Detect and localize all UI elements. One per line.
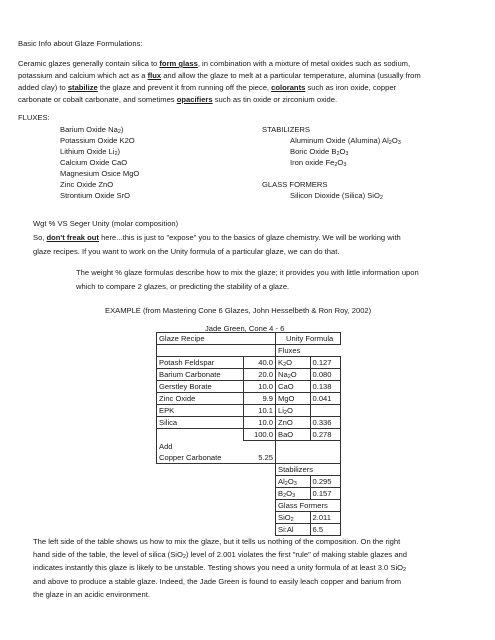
keyword-dont-freak-out: don't freak out: [46, 233, 99, 242]
page-heading: Basic Info about Glaze Formulations:: [18, 39, 143, 48]
flux-item: Strontium Oxide SrO: [60, 191, 131, 200]
weight-para-line-2: which to compare 2 glazes, or predicting the stability of a glaze.: [76, 282, 290, 291]
stabilizers-label: STABILIZERS: [262, 125, 310, 134]
copper-carbonate-amount: 5.25: [243, 452, 276, 464]
stabilizers-header: Stabilizers: [276, 464, 341, 476]
add-label: Add: [157, 441, 244, 453]
glass-formers-header: Glass Formers: [276, 500, 341, 512]
unity-header: Unity Formula: [310, 333, 341, 345]
glass-formers-label: GLASS FORMERS: [262, 180, 328, 189]
table-row: Silica 10.0 ZnO 0.336: [157, 417, 341, 429]
stabilizer-iron: Iron oxide $Fe_2O_3$: [290, 158, 347, 168]
weight-para-line-1: The weight % glaze formulas describe how to mix the glaze; it provides you with little information upon: [76, 268, 419, 277]
table-row: EPK 10.1 $Li_2O$: [157, 405, 341, 417]
table-row: SiO$_2$ 2.011: [157, 512, 341, 524]
recipe-header: Glaze Recipe: [157, 333, 244, 345]
keyword-flux: flux: [147, 71, 162, 80]
table-row: [157, 441, 341, 453]
table-row: Potash Feldspar 40.0 $K_2O$ 0.127: [157, 357, 341, 369]
conclusion-paragraph: The left side of the table shows us how to mix the glaze, but it tells us nothing of the composition. On the right hand side of the table, the level of silica (SiO$_2$) level of 2.001 violates the first "rule" of making stable glazes and indicates instantly this glaze is likely to be unstable. Testing shows you need a unity formula of at least 3.0 SiO$_2$ and above to produce a stable glaze. Indeed, the Jade Green is found to easily leach copper and barium from the glaze in an acidic environment.: [33, 537, 408, 599]
table-row: Gerstley Borate 10.0 CaO 0.138: [157, 381, 341, 393]
fluxes-header-spacer: [157, 345, 244, 357]
stabilizer-aluminum: Aluminum Oxide (Alumina) $Al_2O_3$: [290, 136, 401, 146]
jade-green-table: [156, 332, 341, 536]
copper-carbonate-label: Copper Carbonate: [157, 452, 244, 464]
flux-item: Barium Oxide $Na_2$): [60, 125, 124, 135]
wgt-line-2: glaze recipes. If you want to work on the Unity formula of a particular glaze, we can do that.: [33, 247, 340, 256]
stabilizer-boric: Boric Oxide $B_2O_3$: [290, 147, 349, 157]
glass-former-silicon: Silicon Dioxide (Silica) SiO$_2$: [290, 191, 383, 201]
table-row: [157, 452, 341, 464]
table-row: 100.0 BaO 0.278: [157, 429, 341, 441]
keyword-colorants: colorants: [271, 83, 306, 92]
flux-item: Lithium Oxide $Li_2$): [60, 147, 121, 157]
wgt-heading: Wgt % VS Seger Unity (molar composition): [33, 219, 179, 228]
keyword-form-glass: form glass: [159, 59, 198, 68]
table-title: Jade Green, Cone 4 - 6: [205, 324, 285, 333]
flux-item: Magnesium Osice MgO: [60, 169, 140, 178]
wgt-line-1: So, don't freak out here...this is just to "expose" you to the basics of glaze chemistry. We will be working with: [33, 233, 401, 242]
flux-item: Zinc Oxide ZnO: [60, 180, 114, 189]
example-caption: EXAMPLE (from Mastering Cone 6 Glazes, John Hesselbeth & Ron Roy, 2002): [105, 306, 372, 315]
table-row: Barium Carbonate 20.0 $Na_2O$ 0.080: [157, 369, 341, 381]
keyword-stabilize: stabilize: [67, 83, 98, 92]
table-row: Si:Al 6.5: [157, 524, 341, 536]
flux-item: Calcium Oxide CaO: [60, 158, 128, 167]
flux-item: Potassium Oxide K2O: [60, 136, 135, 145]
table-row: $B_2O_3$ 0.157: [157, 488, 341, 500]
table-row: $Al_2O_3$ 0.295: [157, 476, 341, 488]
fluxes-header: Fluxes: [276, 345, 341, 357]
table-row: Zinc Oxide 9.9 MgO 0.041: [157, 393, 341, 405]
fluxes-label: FLUXES:: [18, 113, 50, 122]
keyword-opacifiers: opacifiers: [176, 95, 213, 104]
intro-paragraph: Ceramic glazes generally contain silica to form glass, in combination with a mixture of metal oxides such as sodium, potassium and calcium which act as a flux and allow the glaze to melt at a particular temperature, alumina (usually from added clay) to stabilize the glaze and prevent it from running off the piece, colorants such as iron oxide, copper carbonate or cobalt carbonate, and sometimes opacifiers such as tin oxide or zirconium oxide.: [18, 59, 421, 104]
